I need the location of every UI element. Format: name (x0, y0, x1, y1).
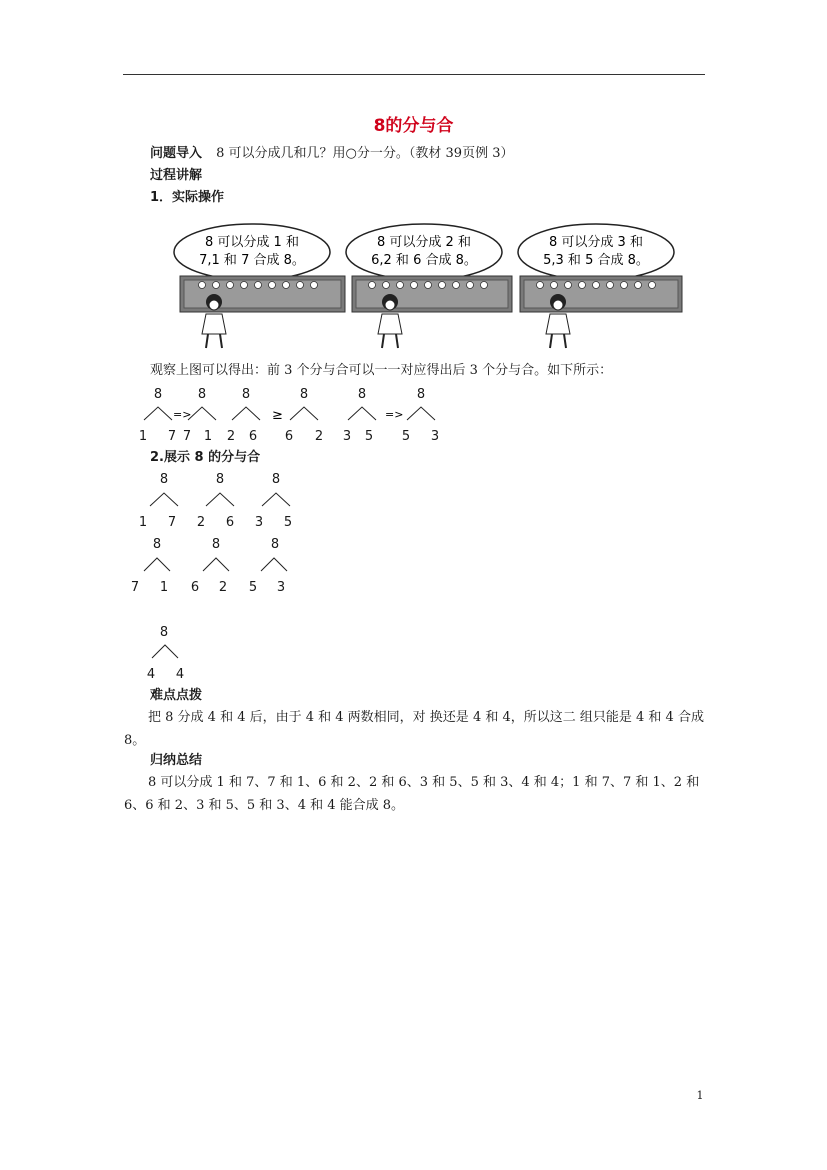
page-title: 8的分与合 (373, 116, 454, 136)
g2-top-1: 8 (152, 537, 162, 552)
panel-3 (518, 224, 682, 348)
g2-branches (134, 555, 294, 575)
summary-heading: 归纳总结 (150, 753, 203, 768)
intro-text: 8 可以分成几和几？用○分一分。（教材 39页例 3） (216, 146, 514, 161)
intro-label: 问题导入 (150, 146, 203, 161)
compare-branches (130, 404, 440, 424)
g2-bottom-3: 6 (190, 580, 200, 595)
compare-bottom-8: 2 (314, 429, 324, 444)
g1-bottom-2: 7 (167, 515, 177, 530)
g2-bottom-6: 3 (276, 580, 286, 595)
g3-branches (142, 642, 192, 662)
compare-bottom-2: 7 (167, 429, 177, 444)
compare-bottom-11: 5 (401, 429, 411, 444)
step1-heading: 1．实际操作 (150, 190, 225, 205)
g1-bottom-4: 6 (225, 515, 235, 530)
g1-bottom-6: 5 (283, 515, 293, 530)
compare-bottom-6: 6 (248, 429, 258, 444)
bubble-2-line1: 8 可以分成 2 和 (377, 235, 471, 250)
g3-bottom-1: 4 (146, 667, 156, 682)
process-heading: 过程讲解 (150, 168, 203, 183)
difficulty-text: 把 8 分成 4 和 4 后，由于 4 和 4 两数相同，对 换还是 4 和 4，所以这二 组只能是 4 和 4 合成 8。 (124, 710, 704, 748)
g2-bottom-1: 7 (130, 580, 140, 595)
g1-top-1: 8 (159, 472, 169, 487)
bubble-3-line2: 5,3 和 5 合成 8。 (543, 253, 649, 268)
compare-top-6: 8 (416, 387, 426, 402)
compare-bottom-12: 3 (430, 429, 440, 444)
g3-top-1: 8 (159, 625, 169, 640)
compare-bottom-4: 1 (203, 429, 213, 444)
step2-heading: 2.展示 8 的分与合 (150, 450, 261, 465)
compare-arrow-1: => (173, 408, 192, 421)
g1-branches (140, 490, 300, 510)
compare-arrow-2: ≥ (272, 408, 283, 423)
panel-2 (346, 224, 512, 348)
difficulty-heading: 难点点拨 (150, 688, 203, 703)
summary-text: 8 可以分成 1 和 7、7 和 1、6 和 2、2 和 6、3 和 5、5 和 3、4 和 4；1 和 7、7 和 1、2 和 6、6 和 2、3 和 5、5 和 3、4 和 4 能合成 8。 (124, 775, 700, 813)
illustration (170, 218, 690, 354)
g2-bottom-5: 5 (248, 580, 258, 595)
compare-top-4: 8 (299, 387, 309, 402)
compare-top-5: 8 (357, 387, 367, 402)
compare-bottom-5: 2 (226, 429, 236, 444)
g2-bottom-4: 2 (218, 580, 228, 595)
g1-top-3: 8 (271, 472, 281, 487)
compare-top-2: 8 (197, 387, 207, 402)
g1-bottom-5: 3 (254, 515, 264, 530)
compare-bottom-1: 1 (138, 429, 148, 444)
header-rule (123, 74, 705, 75)
intro-line (150, 145, 513, 163)
compare-top-1: 8 (153, 387, 163, 402)
g1-top-2: 8 (215, 472, 225, 487)
bubble-1-line1: 8 可以分成 1 和 (205, 235, 299, 250)
bubble-2-line2: 6,2 和 6 合成 8。 (371, 253, 477, 268)
bubble-1-line2: 7,1 和 7 合成 8。 (199, 253, 305, 268)
page-number: 1 (696, 1089, 704, 1102)
observe-text: 观察上图可以得出：前 3 个分与合可以一一对应得出后 3 个分与合。如下所示： (150, 363, 613, 378)
compare-bottom-10: 5 (364, 429, 374, 444)
compare-top-3: 8 (241, 387, 251, 402)
g1-bottom-3: 2 (196, 515, 206, 530)
compare-bottom-3: 7 (182, 429, 192, 444)
bubble-3-line1: 8 可以分成 3 和 (549, 235, 643, 250)
g3-bottom-2: 4 (175, 667, 185, 682)
g2-bottom-2: 1 (159, 580, 169, 595)
panel-1 (174, 224, 345, 348)
compare-bottom-9: 3 (342, 429, 352, 444)
g2-top-3: 8 (270, 537, 280, 552)
compare-bottom-7: 6 (284, 429, 294, 444)
compare-arrow-3: => (385, 408, 404, 421)
g2-top-2: 8 (211, 537, 221, 552)
g1-bottom-1: 1 (138, 515, 148, 530)
